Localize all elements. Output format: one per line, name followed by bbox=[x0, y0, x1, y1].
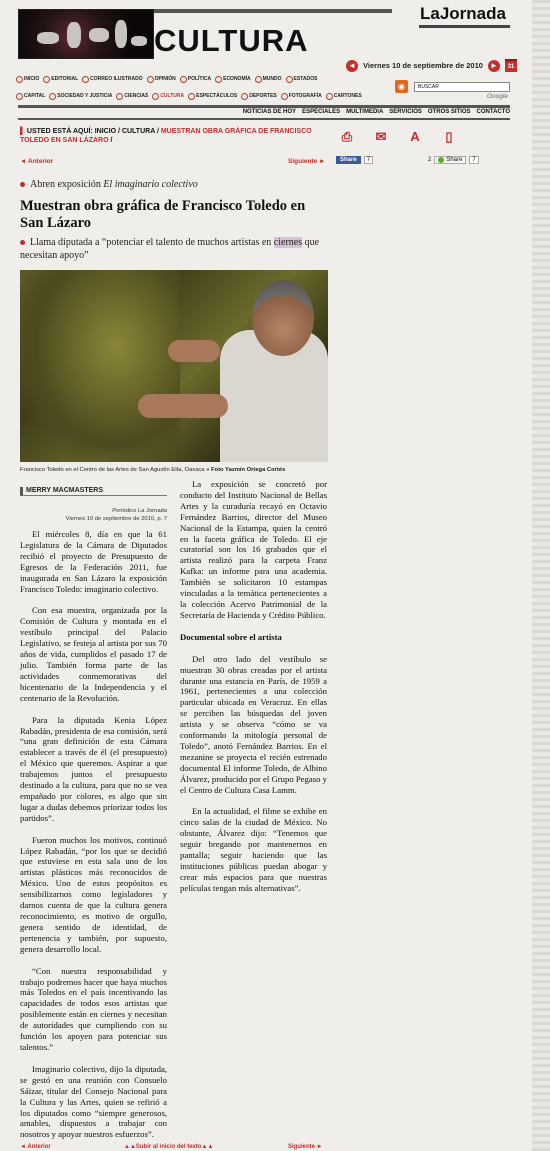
page-edge bbox=[532, 0, 550, 1151]
nav-item-pol-tica[interactable] bbox=[179, 73, 212, 85]
footer-next-link[interactable]: Siguiente ► bbox=[288, 1144, 323, 1150]
nav-item-label: CAPITAL bbox=[24, 93, 46, 99]
menu-item-contacto[interactable]: CONTACTO bbox=[476, 109, 510, 115]
article-summary bbox=[20, 237, 330, 262]
nav-bullet-icon bbox=[152, 93, 159, 100]
nav-item-label: POLÍTICA bbox=[187, 76, 212, 82]
nav-row-secondary bbox=[15, 90, 363, 102]
share-count: 7 bbox=[469, 156, 478, 164]
breadcrumb-prefix[interactable]: USTED ESTÁ AQUÍ: INICIO / CULTURA / bbox=[26, 128, 161, 135]
menu-item-multimedia[interactable]: MULTIMEDIA bbox=[346, 109, 384, 115]
article-tools bbox=[340, 130, 456, 144]
date-label: Viernes 10 de septiembre de 2010 bbox=[363, 61, 483, 70]
article-paragraph: El miércoles 8, día en que la 61 Legislatura de la Cámara de Diputados recibió el proyecto de Presupuesto de Egresos de la Federación 2011, fue inaugurada en San Lázaro la exposición Francisco Toledo: imaginario colectivo. bbox=[20, 529, 167, 594]
next-day-icon[interactable]: ► bbox=[488, 60, 500, 72]
article-subhead: Documental sobre el artista bbox=[180, 631, 282, 642]
footer-top-link[interactable]: ▲▲Subir al inicio del texto▲▲ bbox=[124, 1144, 214, 1150]
nav-item-label: DEPORTES bbox=[249, 93, 277, 99]
article-paragraph: Fueron muchos los motivos, continuó López Rabadán, “por los que se decidió que estuviese en esta sala uno de los artistas plásticos más reconocidos de México. Uno de estos propósitos es sensibilizarnos como legisladores y darnos cuenta de que la cultura genera reconocimiento, es motivo de orgullo, genera sentido de identidad, de pertenencia y también, por supuesto, genera desarrollo local. bbox=[20, 834, 167, 954]
nav-bullet-icon bbox=[326, 93, 333, 100]
breadcrumb bbox=[20, 127, 330, 145]
nav-bullet-icon bbox=[49, 93, 56, 100]
rss-icon[interactable]: ◉ bbox=[395, 80, 408, 93]
brand-logo[interactable]: LaJornada bbox=[420, 4, 506, 23]
menu-item-noticias-de-hoy[interactable]: NOTICIAS DE HOY bbox=[242, 109, 297, 115]
breadcrumb-current: MUESTRAN OBRA GRÁFICA DE FRANCISCO TOLEDO EN SAN LÁZARO bbox=[20, 128, 312, 144]
nav-bullet-icon bbox=[16, 76, 23, 83]
source-publication: Periódico La Jornada bbox=[112, 508, 167, 514]
nav-item-label: CORREO ILUSTRADO bbox=[90, 76, 143, 82]
email-icon[interactable]: ✉ bbox=[375, 129, 387, 144]
document-icon[interactable]: ▯ bbox=[445, 129, 453, 144]
summary-highlight: ciernes bbox=[273, 237, 303, 248]
nav-item-label: ESPECTÁCULOS bbox=[196, 93, 238, 99]
footer-prev-link[interactable]: ◄ Anterior bbox=[20, 1144, 51, 1150]
section-title: CULTURA bbox=[154, 23, 309, 58]
nav-item-econom-a[interactable] bbox=[214, 73, 252, 85]
article-photo bbox=[20, 270, 328, 462]
nav-row-primary bbox=[15, 73, 318, 85]
section-logo-image bbox=[18, 9, 154, 59]
nav-item-label: EDITORIAL bbox=[51, 76, 79, 82]
next-link[interactable]: Siguiente ► bbox=[288, 158, 326, 165]
article-paragraph: Imaginario colectivo, dijo la diputada, se gestó en una reunión con Consuelo Sáizar, titular del Consejo Nacional para la Cultura y las Artes, quien se refirió a los diputados como “siempre generosos, amables, dispuestos a trabajar con nosotros y apoyar nuestros esfuerzos”. bbox=[20, 1063, 167, 1140]
nav-item-estados[interactable] bbox=[285, 73, 319, 85]
nav-item-label: MUNDO bbox=[262, 76, 282, 82]
nav-item-deportes[interactable] bbox=[240, 90, 278, 102]
article-kicker bbox=[20, 179, 198, 190]
menu-item-servicios[interactable]: SERVICIOS bbox=[389, 109, 422, 115]
calendar-icon[interactable]: 31 bbox=[505, 59, 517, 72]
print-icon[interactable]: ⎙ bbox=[341, 129, 353, 144]
menu-divider-top bbox=[18, 105, 510, 108]
summary-bullet-icon bbox=[20, 240, 25, 245]
share-icon bbox=[438, 157, 444, 163]
nav-item-ciencias[interactable] bbox=[115, 90, 149, 102]
nav-item-correo-ilustrado[interactable] bbox=[81, 73, 144, 85]
nav-item-fotograf-a[interactable] bbox=[280, 90, 323, 102]
search-input[interactable]: BUSCAR bbox=[414, 82, 510, 92]
nav-bullet-icon bbox=[255, 76, 262, 83]
nav-bullet-icon bbox=[16, 93, 23, 100]
article-column-right bbox=[180, 479, 327, 905]
article-paragraph: Del otro lado del vestíbulo se muestran 30 obras creadas por el artista durante una estancia en París, de 1959 a 1961, pertenecientes a una colección particular ubicada en Veracruz. En ellas se perciben las búsquedas del joven artista y se observa “cómo se va conformando la mitología personal de Toledo”, anotó Fernández Barrios. En el mezanine se proyecta el recién estrenado documental El informe Toledo, de Albino Álvarez, producido por el Grupo Pegaso y el Centro de Cultura Casa Lamm. bbox=[180, 653, 327, 795]
article-source bbox=[20, 508, 167, 523]
share-button[interactable] bbox=[434, 156, 466, 164]
nav-item-label: INICIO bbox=[24, 76, 40, 82]
nav-bullet-icon bbox=[116, 93, 123, 100]
summary-text-a: Llama diputada a “potenciar el talento de muchos artistas en bbox=[30, 237, 274, 248]
nav-item-espect-culos[interactable] bbox=[187, 90, 238, 102]
article-author: MERRY MACMASTERS bbox=[20, 487, 167, 496]
top-menu bbox=[243, 109, 510, 115]
generic-share[interactable] bbox=[428, 156, 479, 164]
article-paragraph: En la actualidad, el filme se exhibe en cinco salas de la ciudad de México. No obstante, Álvarez dijo: “Tenemos que seguir bregando por mantenernos en pantalla; seguir haciendo que las instituciones públicas puedan abogar y crear más espacios para que nuestras películas tengan más alternativas”. bbox=[180, 806, 327, 893]
article-paragraph: Para la diputada Kenia López Rabadán, presidenta de esa comisión, será “una gran definición de esta Cámara establecer a través de él (el presupuesto) el México que queremos. Aspirar a que trabajemos juntos el presupuesto destinado a la cultura, para que no se vea empañado por colores, es algo que sin lugar a dudas debemos priorizar todos los partidos”. bbox=[20, 714, 167, 823]
location-pin-icon: ▌ bbox=[20, 128, 25, 135]
nav-bullet-icon bbox=[215, 76, 222, 83]
nav-item-opini-n[interactable] bbox=[146, 73, 177, 85]
nav-item-cartones[interactable] bbox=[325, 90, 363, 102]
photo-caption-text: Francisco Toledo en el Centro de las Artes de San Agustín Etla, Oaxaca bbox=[20, 467, 205, 473]
article-paragraph: Con esa muestra, organizada por la Comisión de Cultura y montada en el vestíbulo principal del Palacio Legislativo, se festeja al artista por sus 70 años de vida, cumplidos el pasado 17 de julio. También forma parte de las actividades conmemorativas del bicentenario de la Independencia y el centenario de la Revolución. bbox=[20, 605, 167, 703]
section-title-bar bbox=[154, 9, 392, 13]
kicker-bullet-icon bbox=[20, 182, 25, 187]
nav-item-label: FOTOGRAFÍA bbox=[288, 93, 322, 99]
nav-item-label: OPINIÓN bbox=[154, 76, 176, 82]
facebook-share[interactable] bbox=[336, 156, 373, 164]
article-headline: Muestran obra gráfica de Francisco Toledo en San Lázaro bbox=[20, 198, 306, 231]
menu-item-otros-sitios[interactable]: OTROS SITIOS bbox=[427, 109, 471, 115]
share-button-label: Share bbox=[446, 157, 463, 163]
article-paragraph: La exposición se concretó por conducto del Instituto Nacional de Bellas Artes y la curaduría recayó en Octavio Fernández Barrios, director del Museo Nacional de la Estampa, quien la centró en la faceta gráfica de Toledo. El eje curatorial son los 16 grabados que el artista realizó para la carpeta Franz Kafka: un informe para una academia. También se solicitaron 10 estampas vinculadas a la temática pertenecientes a la colección Acervo Patrimonial de la Secretaría de Hacienda y Crédito Público. bbox=[180, 479, 327, 620]
nav-item-label: ESTADOS bbox=[293, 76, 318, 82]
nav-item-mundo[interactable] bbox=[254, 73, 283, 85]
nav-item-label: CARTONES bbox=[333, 93, 362, 99]
date-row bbox=[346, 59, 517, 72]
breadcrumb-suffix: / bbox=[108, 137, 113, 144]
font-size-icon[interactable]: A bbox=[410, 129, 420, 144]
nav-bullet-icon bbox=[286, 76, 293, 83]
nav-bullet-icon bbox=[281, 93, 288, 100]
article-paragraph: “Con nuestra responsabilidad y trabajo podremos hacer que haya muchos más Toledos en el país incentivando las capacidades de todos esos artistas que posiblemente están en ciernes y necesitan de autoridades que cumpliendo con su función los apoyen para potenciar sus talentos.” bbox=[20, 965, 167, 1052]
facebook-share-button[interactable]: Share bbox=[336, 156, 361, 164]
nav-item-label: SOCIEDAD Y JUSTICIA bbox=[57, 93, 113, 99]
google-label: Google bbox=[487, 93, 508, 100]
prev-day-icon[interactable]: ◄ bbox=[346, 60, 358, 72]
nav-bullet-icon bbox=[147, 76, 154, 83]
article-column-left bbox=[20, 529, 167, 1151]
photo-caption bbox=[20, 467, 285, 473]
nav-item-editorial[interactable] bbox=[42, 73, 79, 85]
photo-credit: » Foto Yazmín Ortega Cortés bbox=[204, 467, 286, 473]
kicker-italic: El imaginario colectivo bbox=[103, 179, 198, 190]
menu-divider-bottom bbox=[18, 118, 510, 120]
nav-item-capital[interactable] bbox=[15, 90, 46, 102]
brand-bar bbox=[419, 25, 510, 28]
nav-item-inicio[interactable] bbox=[15, 73, 40, 85]
kicker-text: Abren exposición bbox=[30, 179, 104, 190]
nav-item-label: CIENCIAS bbox=[124, 93, 149, 99]
source-date: Viernes 10 de septiembre de 2010, p. 7 bbox=[65, 515, 167, 522]
share-left-count: 2 bbox=[428, 157, 432, 163]
prev-link[interactable]: ◄ Anterior bbox=[20, 158, 54, 165]
nav-bullet-icon bbox=[180, 76, 187, 83]
facebook-share-count: 7 bbox=[364, 156, 373, 164]
menu-item-especiales[interactable]: ESPECIALES bbox=[302, 109, 341, 115]
nav-item-label: CULTURA bbox=[160, 93, 185, 99]
nav-bullet-icon bbox=[82, 76, 89, 83]
nav-item-sociedad-y-justicia[interactable] bbox=[48, 90, 113, 102]
nav-item-cultura[interactable] bbox=[151, 90, 185, 102]
nav-bullet-icon bbox=[43, 76, 50, 83]
nav-bullet-icon bbox=[241, 93, 248, 100]
summary-text-b: que necesitan apoyo” bbox=[20, 237, 320, 261]
nav-bullet-icon bbox=[188, 93, 195, 100]
nav-item-label: ECONOMÍA bbox=[223, 76, 251, 82]
